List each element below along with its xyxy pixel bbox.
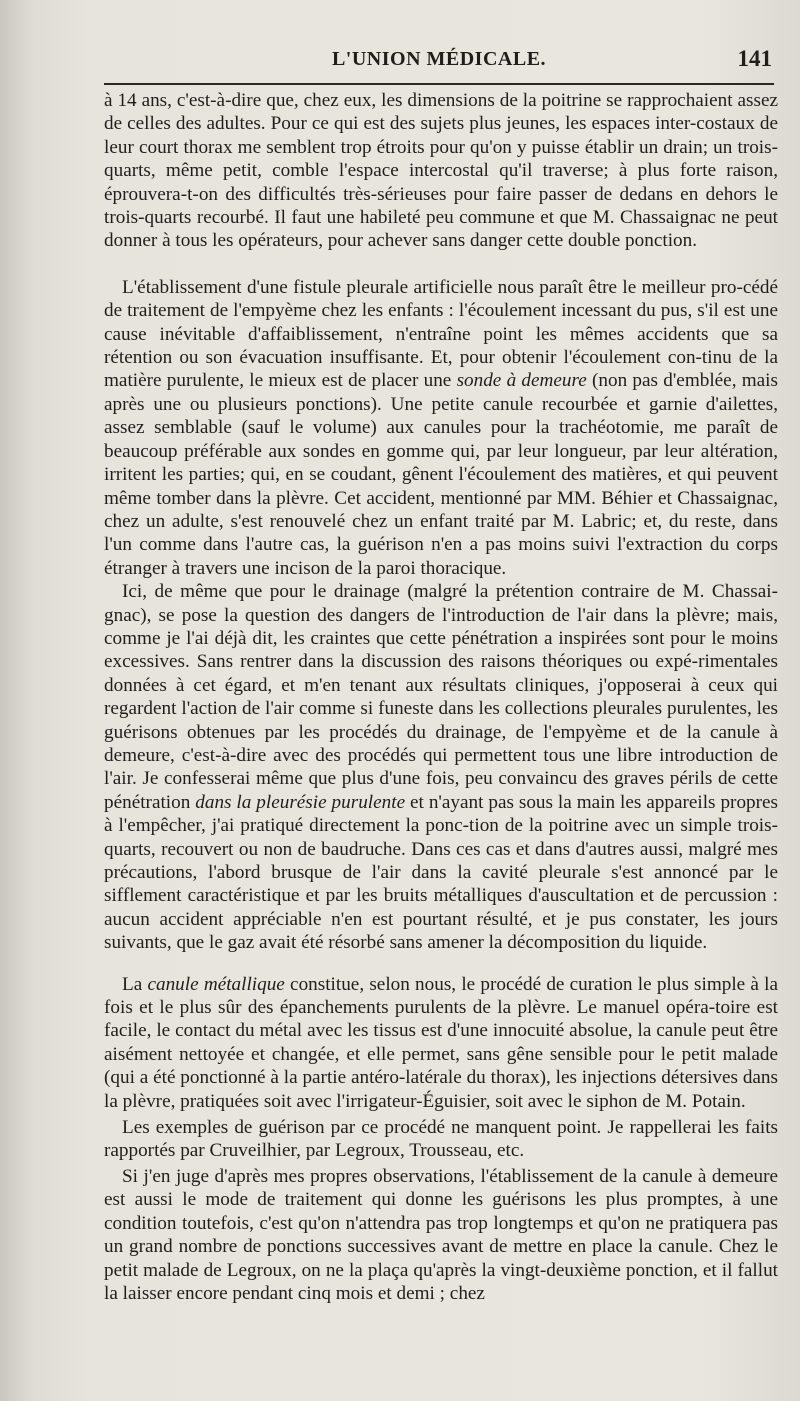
page-number: 141 bbox=[737, 46, 772, 71]
paragraph-text: (non pas d'emblée, mais après une ou plusieurs ponctions). Une petite canule recourbée et garnie d'ailettes, assez semblable (sauf le volume) aux canules pour la trachéotomie, me paraît de beaucoup préférable aux sondes en gomme qui, par leur longueur, par leur altération, irritent les parties; qui, en se coudant, gênent l'écoulement des matières, et qui peuvent même tomber dans la plèvre. Cet accident, mentionné par MM. Béhier et Chassaignac, chez un adulte, s'est renouvelé chez un enfant traité par M. Labric; et, du reste, dans l'un comme dans l'autre cas, la guérison n'en a pas moins suivi l'extraction du corps étranger à travers une incison de la paroi thoracique. bbox=[104, 370, 778, 579]
paragraph bbox=[104, 973, 778, 1113]
running-header bbox=[104, 44, 774, 76]
paragraph bbox=[104, 580, 778, 955]
paragraph bbox=[104, 89, 778, 253]
paragraph-text: La bbox=[122, 973, 148, 995]
paragraph-text: Les exemples de guérison par ce procédé ne manquent point. Je rappellerai les faits rapportés par Cruveilhier, par Legroux, Trousseau, etc. bbox=[104, 1117, 778, 1162]
paragraph-text: Si j'en juge d'après mes propres observations, l'établissement de la canule à demeure est aussi le mode de traitement qui donne les guérisons les plus promptes, à une condition toutefois, c'est qu'on n'attendra pas trop longtemps et qu'on ne pratiquera pas un grand nombre de ponctions successives avant de mettre en place la canule. Chez le petit malade de Legroux, on ne la plaça qu'après la vingt-deuxième ponction, et il fallut la laisser encore pendant cinq mois et demi ; chez bbox=[104, 1165, 778, 1304]
paragraph-text: et n'ayant pas sous la main les appareils propres à l'empêcher, j'ai pratiqué directement la ponc-tion de la poitrine avec un simple trois-quarts, recouvert ou non de baudruche. Dans ces cas et dans d'autres aussi, malgré mes précautions, l'abord brusque de l'air dans la cavité pleurale s'est annoncé par le sifflement caractéristique et par les bruits métalliques d'auscultation et de percussion : aucun accident appréciable n'en est pourtant résulté, et je pus constater, les jours suivants, que le gaz avait été résorbé sans amener la décomposition du liquide. bbox=[104, 791, 778, 954]
paragraph-text: constitue, selon nous, le procédé de curation le plus simple à la fois et le plus sûr des épanchements purulents de la plèvre. Le manuel opéra-toire est facile, le contact du métal avec les tissus est d'une innocuité absolue, la canule peut être aisément nettoyée et changée, et elle permet, sans gêne sensible pour le petit malade (qui a été ponctionné à la partie antéro-latérale du thorax), les injections détersives dans la plèvre, pratiquées soit avec l'irrigateur-Éguisier, soit avec le siphon de M. Potain. bbox=[104, 973, 778, 1112]
paragraph-text: L'établissement d'une fistule pleurale artificielle nous paraît être le meilleur pro-cédé de traitement de l'empyème chez les enfants : l'écoulement incessant du pus, s'il est une cause inévitable d'affaiblissement, n'entraîne point les mêmes accidents que sa rétention ou son évacuation insuffisante. Et, pour obtenir l'écoulement con-tinu de la matière purulente, le mieux est de placer une bbox=[104, 276, 778, 392]
italic-term: dans la pleurésie purulente bbox=[195, 791, 406, 813]
paragraph bbox=[104, 1165, 778, 1305]
paragraph-text: Ici, de même que pour le drainage (malgré la prétention contraire de M. Chassai-gnac), se pose la question des dangers de l'introduction de l'air dans la plèvre; mais, comme je l'ai déjà dit, les craintes que cette pénétration a inspirées sont pour le moins excessives. Sans rentrer dans la discussion des raisons théoriques ou expé-rimentales données à cet égard, et m'en tenant aux résultats cliniques, j'opposerai à ceux qui regardent l'action de l'air comme si funeste dans les collections pleurales purulentes, les guérisons obtenues par les procédés du drainage, de l'empyème et de la canule à demeure, c'est-à-dire avec des procédés qui permettent tous une libre introduction de l'air. Je confesserai même que plus d'une fois, peu convaincu des graves périls de cette pénétration bbox=[104, 581, 778, 813]
paragraph-text: à 14 ans, c'est-à-dire que, chez eux, les dimensions de la poitrine se rapprochaient assez de celles des adultes. Pour ce qui est des sujets plus jeunes, les espaces inter-costaux de leur court thorax me semblent trop étroits pour qu'on y puisse établir un drain; un trois-quarts, même petit, comble l'espace intercostal qu'il traverse; à plus forte raison, éprouvera-t-on des difficultés très-sérieuses pour faire passer de dedans en dehors le trois-quarts recourbé. Il faut une habileté peu commune et que M. Chassaignac ne peut donner à tous les opérateurs, pour achever sans danger cette double ponction. bbox=[104, 90, 778, 252]
journal-title: L'UNION MÉDICALE. bbox=[331, 48, 547, 70]
italic-term: canule métallique bbox=[147, 973, 285, 995]
paragraph bbox=[104, 276, 778, 580]
header-rule bbox=[104, 83, 774, 85]
article-body bbox=[104, 89, 778, 1305]
italic-term: sonde à demeure bbox=[456, 370, 587, 392]
paragraph bbox=[104, 1116, 778, 1163]
